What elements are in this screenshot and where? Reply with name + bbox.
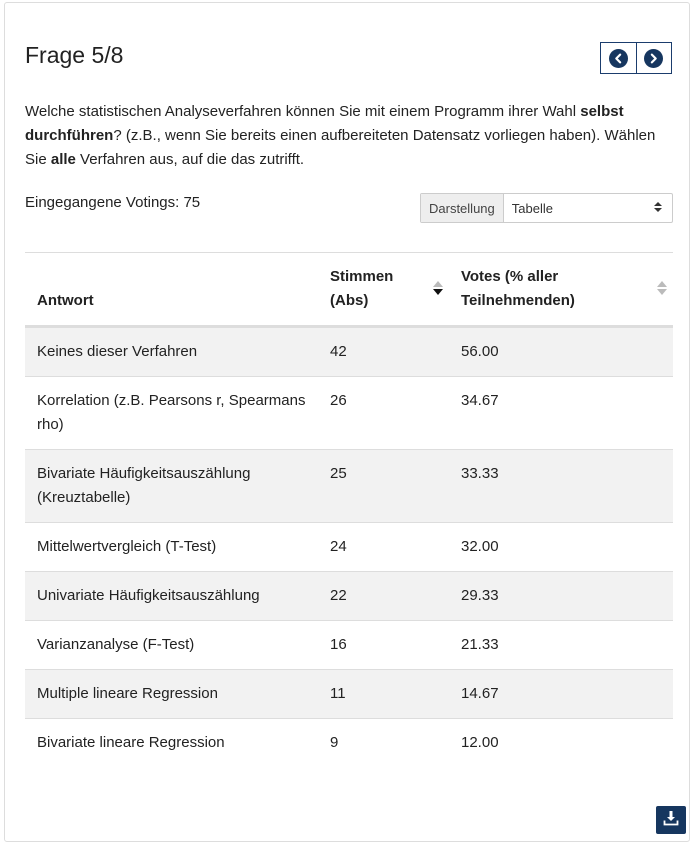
- question-text-part: Verfahren aus, auf die das zutrifft.: [75, 151, 305, 168]
- display-mode-label: Darstellung: [421, 194, 504, 222]
- display-mode-group: [420, 193, 673, 223]
- sort-desc-icon[interactable]: [433, 281, 443, 299]
- question-emphasis: alle: [50, 151, 76, 168]
- cell-count: 16: [330, 636, 347, 653]
- table-row: [25, 620, 673, 669]
- cell-answer: Univariate Häufigkeitsauszählung: [37, 587, 260, 604]
- display-mode-select[interactable]: [504, 194, 672, 222]
- cell-answer: Korrelation (z.B. Pearsons r, Spearmans rho): [37, 392, 306, 433]
- cell-percent: 34.67: [461, 392, 499, 409]
- chevron-left-icon: [609, 49, 628, 68]
- sort-icon[interactable]: [657, 281, 667, 299]
- table-row: [25, 449, 673, 522]
- chevron-right-icon: [644, 49, 663, 68]
- table-row: [25, 718, 673, 767]
- votes-count: Eingegangene Votings: 75: [25, 194, 201, 211]
- cell-percent: 21.33: [461, 636, 499, 653]
- header-answer-label: Antwort: [37, 292, 94, 309]
- display-mode-value: Tabelle: [511, 200, 553, 216]
- cell-count: 22: [330, 587, 347, 604]
- header-count-label: Stimmen: [330, 268, 394, 285]
- question-text: [25, 100, 675, 172]
- table-row: [25, 522, 673, 571]
- cell-answer: Mittelwertvergleich (T-Test): [37, 538, 217, 555]
- cell-percent: 14.67: [461, 685, 499, 702]
- question-text-part: Welche statistischen Analyseverfahren können Sie mit einem Programm ihrer Wahl: [25, 103, 581, 120]
- cell-count: 26: [330, 392, 347, 409]
- column-header-count[interactable]: [318, 253, 449, 325]
- header-percent-label: Votes (% aller: [461, 268, 559, 285]
- cell-answer: Bivariate lineare Regression: [37, 734, 225, 751]
- cell-count: 11: [330, 685, 346, 702]
- download-icon: [663, 810, 679, 831]
- cell-percent: 12.00: [461, 734, 499, 751]
- table-row: [25, 376, 673, 449]
- previous-question-button[interactable]: [601, 43, 636, 73]
- table-row: [25, 669, 673, 718]
- cell-percent: 56.00: [461, 343, 499, 360]
- table-row: [25, 327, 673, 376]
- column-header-percent[interactable]: [449, 253, 673, 325]
- cell-answer: Keines dieser Verfahren: [37, 343, 198, 360]
- cell-count: 25: [330, 465, 347, 482]
- cell-count: 24: [330, 538, 347, 555]
- header-count-label: (Abs): [330, 292, 369, 309]
- results-table: [25, 252, 673, 767]
- question-emphasis: selbst durchführen: [25, 103, 624, 144]
- cell-percent: 33.33: [461, 465, 499, 482]
- column-header-answer: [25, 253, 318, 325]
- table-header: [25, 253, 673, 327]
- select-arrows-icon: [654, 201, 662, 216]
- cell-answer: Varianzanalyse (F-Test): [37, 636, 195, 653]
- cell-count: 9: [330, 734, 339, 751]
- download-button[interactable]: [656, 806, 686, 834]
- cell-percent: 32.00: [461, 538, 499, 555]
- next-question-button[interactable]: [636, 43, 672, 73]
- header-percent-label: Teilnehmenden): [461, 292, 575, 309]
- cell-answer: Multiple lineare Regression: [37, 685, 218, 702]
- cell-percent: 29.33: [461, 587, 499, 604]
- cell-count: 42: [330, 343, 347, 360]
- question-text-part: ? (z.B., wenn Sie bereits einen aufbereiteten Datensatz vorliegen haben). Wählen Sie: [25, 127, 656, 168]
- table-row: [25, 571, 673, 620]
- question-nav: [600, 42, 672, 74]
- cell-answer: Bivariate Häufigkeitsauszählung (Kreuztabelle): [37, 465, 251, 506]
- page-title: Frage 5/8: [25, 42, 124, 68]
